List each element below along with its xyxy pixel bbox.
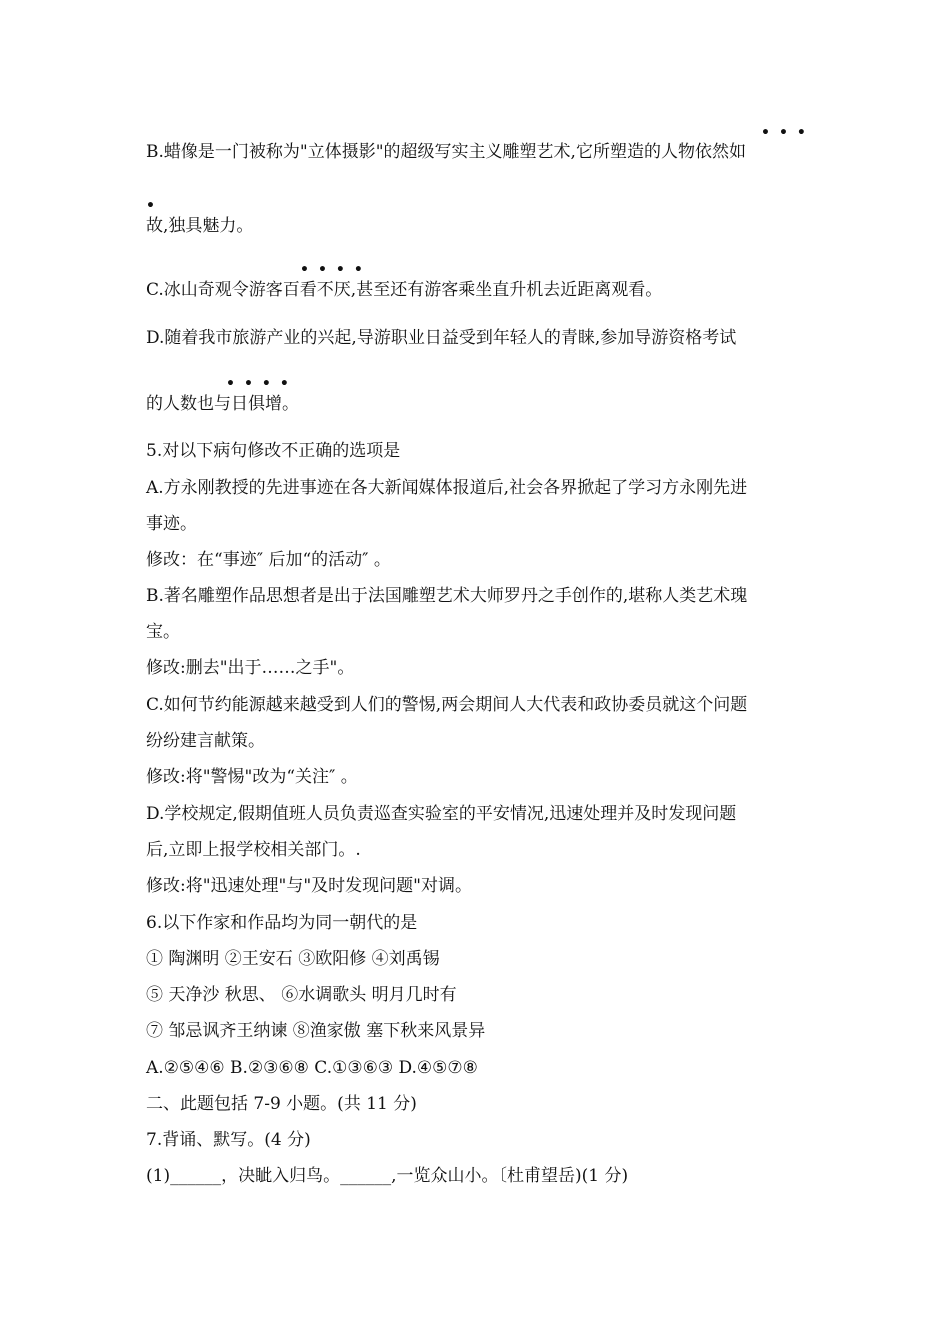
q5-option-a-fix: 修改：在“事迹″ 后加“的活动″ 。 [146,550,391,570]
q4-option-d-line1: D.随着我市旅游产业的兴起,导游职业日益受到年轻人的青睐,参加导游资格考试 [146,328,737,348]
q6-choices: A.②⑤④⑥ B.②③⑥⑧ C.①③⑥③ D.④⑤⑦⑧ [146,1058,478,1078]
emphasis-dots: • [146,198,164,214]
emphasis-dots: ••• [761,125,815,141]
q5-option-b-line1: B.著名雕塑作品思想者是出于法国雕塑艺术大师罗丹之手创作的,堪称人类艺术瑰 [146,586,748,606]
q5-option-d-line1: D.学校规定,假期值班人员负责巡查实验室的平安情况,迅速处理并及时发现问题 [146,804,737,824]
q5-title: 5.对以下病句修改不正确的选项是 [146,441,401,461]
q5-option-d-fix: 修改:将"迅速处理"与"及时发现问题"对调。 [146,876,473,896]
q5-option-d-line2: 后,立即上报学校相关部门。. [146,840,361,860]
emphasis-dots: •••• [300,262,372,278]
q4-option-d-line2: 的人数也与日俱增。 [146,394,299,414]
q4-option-b-line1: B.蜡像是一门被称为"立体摄影"的超级写实主义雕塑艺术,它所塑造的人物依然如 [146,142,746,162]
q5-option-a-line2: 事迹。 [146,514,197,534]
section-heading: 二、此题包括 7-9 小题。(共 11 分) [146,1094,417,1114]
q5-option-c-line2: 纷纷建言献策。 [146,731,265,751]
q6-title: 6.以下作家和作品均为同一朝代的是 [146,913,418,933]
q5-option-a-line1: A.方永刚教授的先进事迹在各大新闻媒体报道后,社会各界掀起了学习方永刚先进 [146,478,748,498]
q6-authors-row: ① 陶渊明 ②王安石 ③欧阳修 ④刘禹锡 [146,949,440,969]
q6-works-row-1: ⑤ 天净沙 秋思、 ⑥水调歌头 明月几时有 [146,985,457,1005]
q5-option-c-line1: C.如何节约能源越来越受到人们的警惕,两会期间人大代表和政协委员就这个问题 [146,695,748,715]
q7-title: 7.背诵、默写。(4 分) [146,1130,311,1150]
q5-option-c-fix: 修改:将"警惕"改为“关注″ 。 [146,767,358,787]
q4-option-b-line2: 故,独具魅力。 [146,216,254,236]
q5-option-b-fix: 修改:删去"出于……之手"。 [146,658,355,678]
emphasis-dots: •••• [226,376,298,392]
q6-works-row-2: ⑦ 邹忌讽齐王纳谏 ⑧渔家傲 塞下秋来风景异 [146,1021,486,1041]
q4-option-c-line1: C.冰山奇观令游客百看不厌,甚至还有游客乘坐直升机去近距离观看。 [146,280,663,300]
q7-fill-in-1: (1)______，决眦入归鸟。______,一览众山小。〔杜甫望岳)(1 分) [146,1166,629,1186]
q5-option-b-line2: 宝。 [146,622,180,642]
